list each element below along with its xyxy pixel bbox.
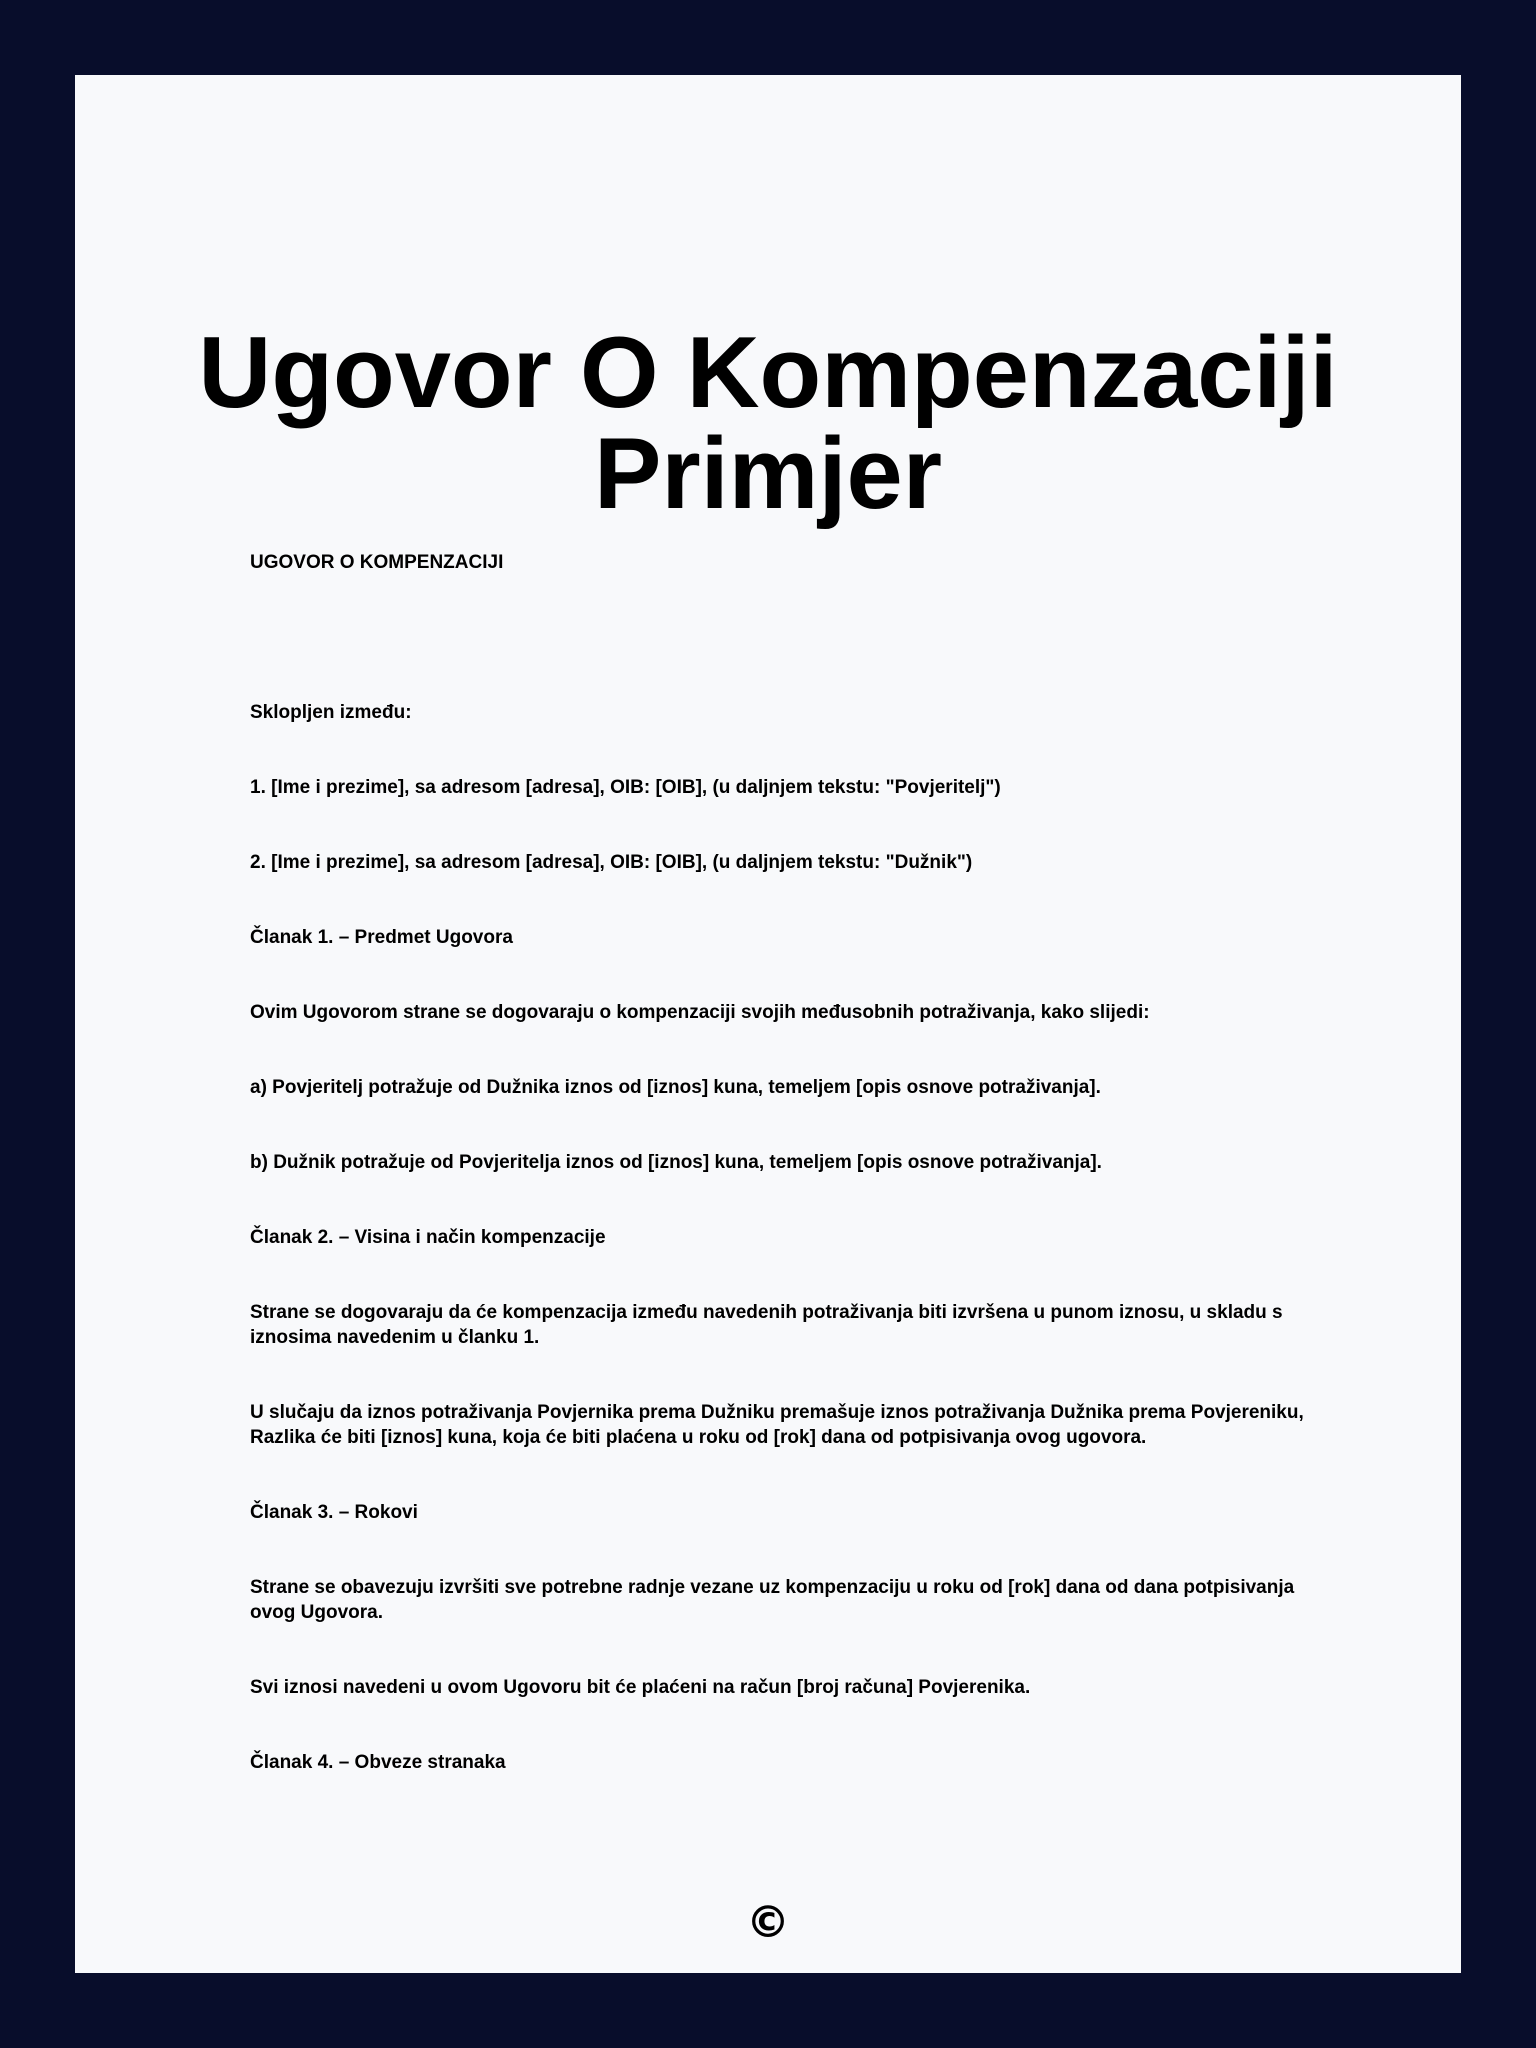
document-page (75, 75, 1461, 1973)
article-2-paragraph-1: Strane se dogovaraju da će kompenzacija između navedenih potraživanja biti izvršena u punom iznosu, u skladu s iznosima navedenim u članku 1. (250, 1302, 1283, 1348)
article-1-item-a: a) Povjeritelj potražuje od Dužnika iznos od [iznos] kuna, temeljem [opis osnove potraživanja]. (250, 1077, 1101, 1098)
contract-heading: UGOVOR O KOMPENZACIJI (250, 552, 504, 573)
article-1-item-b: b) Dužnik potražuje od Povjeritelja iznos od [iznos] kuna, temeljem [opis osnove potraživanja]. (250, 1152, 1102, 1173)
article-2-heading: Članak 2. – Visina i način kompenzacije (250, 1227, 606, 1248)
article-3-heading: Članak 3. – Rokovi (250, 1502, 418, 1523)
page-title-line-2: Primjer (593, 418, 943, 530)
page-title-line-1: Ugovor O Kompenzaciji (198, 317, 1338, 429)
party-creditor: 1. [Ime i prezime], sa adresom [adresa], OIB: [OIB], (u daljnjem tekstu: "Povjeritelj") (250, 777, 1001, 798)
article-2-paragraph-2: U slučaju da iznos potraživanja Povjernika prema Dužniku premašuje iznos potraživanja Dužnika prema Povjereniku, Razlika će biti [iznos] kuna, koja će biti plaćena u roku od [rok] dana od potpisivanja ovog ugovora. (250, 1402, 1304, 1448)
party-debtor: 2. [Ime i prezime], sa adresom [adresa], OIB: [OIB], (u daljnjem tekstu: "Dužnik") (250, 852, 973, 873)
article-3-paragraph-2: Svi iznosi navedeni u ovom Ugovoru bit će plaćeni na račun [broj računa] Povjerenika. (250, 1677, 1031, 1698)
article-3-paragraph-1: Strane se obavezuju izvršiti sve potrebne radnje vezane uz kompenzaciju u roku od [rok] dana od dana potpisivanja ovog Ugovora. (250, 1577, 1295, 1623)
article-4-heading: Članak 4. – Obveze stranaka (250, 1752, 506, 1773)
parties-intro: Sklopljen između: (250, 702, 412, 723)
document-body (250, 550, 1340, 1825)
article-1-heading: Članak 1. – Predmet Ugovora (250, 927, 513, 948)
page-title (75, 317, 1461, 530)
copyright-icon: © (746, 1897, 790, 1948)
article-1-intro: Ovim Ugovorom strane se dogovaraju o kompenzaciji svojih međusobnih potraživanja, kako slijedi: (250, 1002, 1150, 1023)
